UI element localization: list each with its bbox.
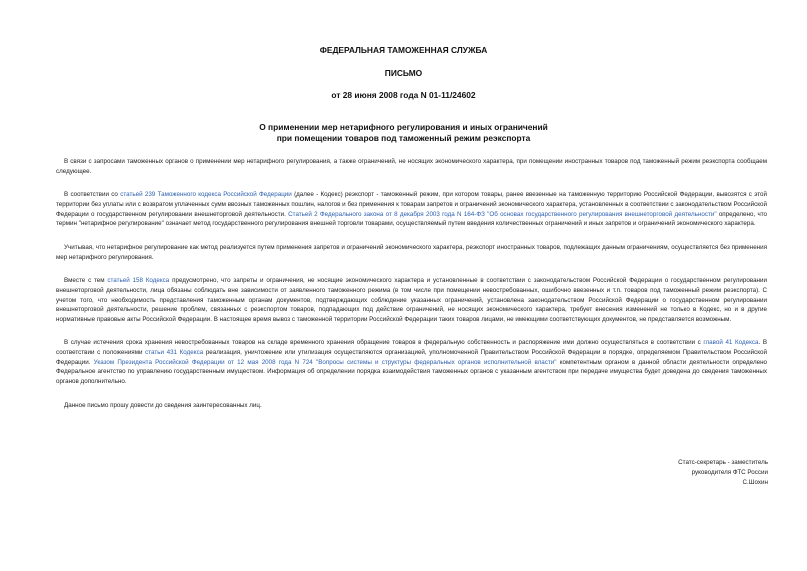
signature-block xyxy=(678,458,768,489)
link-article-431[interactable]: статьи 431 Кодекса xyxy=(145,349,204,357)
link-federal-law-164[interactable]: Статьей 2 Федерального закона от 8 декабря 2003 года N 164-ФЗ "Об основах государственного регулирования внешнеторговой деятельности" xyxy=(288,210,717,218)
link-decree-724[interactable]: Указом Президента Российской Федерации от 12 мая 2008 года N 724 "Вопросы системы и структуры федеральных органов исполнительной власти" xyxy=(93,358,557,366)
title-line-2: при помещении товаров под таможенный режим реэкспорта xyxy=(276,132,531,143)
signature-organization: руководителя ФТС России xyxy=(691,469,768,477)
link-article-158[interactable]: статьей 158 Кодекса xyxy=(107,277,170,285)
document-title xyxy=(0,122,807,143)
p4-text-2: предусмотрено, что запреты и ограничения, не носящие экономического характера и установленные в соответствии с законодательством Российской Федерации о государственном регулировании внешнеторговой деятельности, лица обязаны соблюдать вне зависимости от заявленного таможенного режима (в том числе при помещении невостребованных, ошибочно ввезенных и т.п. товаров под таможенный режим реэкспорта). С учетом того, что необходимость представления таможенным органам документов, подтверждающих соблюдение указанных ограничений, установлена законодательством Российской Федерации о государственном регулировании внешнеторговой деятельности, решение проблем, связанных с реэкспортом товаров, подпадающих под действие ограничений, не носящих экономического характера, требует внесения изменений не только в Кодекс, но и в другие нормативные правовые акты Российской Федерации. В настоящее время вывоз с таможенной территории Российской Федерации таких товаров лицами, не имеющими соответствующих документов, не представляется возможным. xyxy=(56,277,767,323)
p2-text-2: (далее - Кодекс) реэкспорт - таможенный режим, при котором товары, ранее ввезенные на таможенную территорию Российской Федерации, вывозятся с этой территории без уплаты или с возвратом уплаченных сумм ввозных таможенных пошлин, налогов и без применения к товарам запретов и ограничений экономического характера, установленных в соответствии с законодательством Российской Федерации о государственном регулировании внешнеторговой деятельности. xyxy=(56,191,767,218)
link-chapter-41[interactable]: главой 41 Кодекса xyxy=(703,339,759,347)
paragraph-4 xyxy=(56,276,767,324)
paragraph-6: Данное письмо прошу довести до сведения заинтересованных лиц. xyxy=(64,401,262,409)
document-date-number: от 28 июня 2008 года N 01-11/24602 xyxy=(331,90,476,100)
document-body xyxy=(56,157,767,410)
paragraph-5 xyxy=(56,338,767,386)
agency-name: ФЕДЕРАЛЬНАЯ ТАМОЖЕННАЯ СЛУЖБА xyxy=(319,45,488,55)
paragraph-3: Учитывая, что нетарифное регулирование как метод реализуется путем применения запретов и ограничений экономического характера, реэкспорт иностранных товаров, подлежащих данным ограничениям, осуществляется без применения мер нетарифного регулирования. xyxy=(56,243,767,261)
p5-text-4: компетентным органом в данной области деятельности определено Федеральное агентство по управлению государственным имуществом. Информация об определении порядка взаимодействия таможенных органов с указанным агентством при передаче имущества будет доведена до сведения таможенных органов дополнительно. xyxy=(56,358,767,385)
signature-name: С.Шохин xyxy=(742,479,768,487)
p2-text-3: определено, что термин "нетарифное регулирование" означает метод государственного регулирования внешней торговли товарами, осуществляемый путем введения количественных ограничений и иных запретов и ограничений экономического характера. xyxy=(56,210,767,228)
p5-text-3: реализация, уничтожение или утилизация осуществляются организацией, уполномоченной Правительством Российской Федерации в порядке, определяемом Правительством Российской Федерации. xyxy=(56,349,767,366)
paragraph-1: В связи с запросами таможенных органов о применении мер нетарифного регулирования, а также ограничений, не носящих экономического характера, при помещении иностранных товаров под таможенный режим реэкспорта сообщаем следующее. xyxy=(56,158,767,175)
p5-text-1: В случае истечения срока хранения невостребованных товаров на складе временного хранения обращение товаров в федеральную собственность и распоряжение ими должно осуществляться в соответствии с xyxy=(64,339,704,347)
signature-position: Статс-секретарь - заместитель xyxy=(678,459,768,466)
p5-text-2: . В соответствии с положениями xyxy=(56,339,767,357)
title-line-1: О применении мер нетарифного регулирования и иных ограничений xyxy=(259,122,548,132)
p2-text-1: В соответствии со xyxy=(64,191,121,199)
paragraph-2 xyxy=(56,190,767,228)
link-article-239[interactable]: статьей 239 Таможенного кодекса Российской Федерации xyxy=(120,191,292,199)
document-type: ПИСЬМО xyxy=(384,68,423,78)
p4-text-1: Вместе с тем xyxy=(64,277,108,285)
